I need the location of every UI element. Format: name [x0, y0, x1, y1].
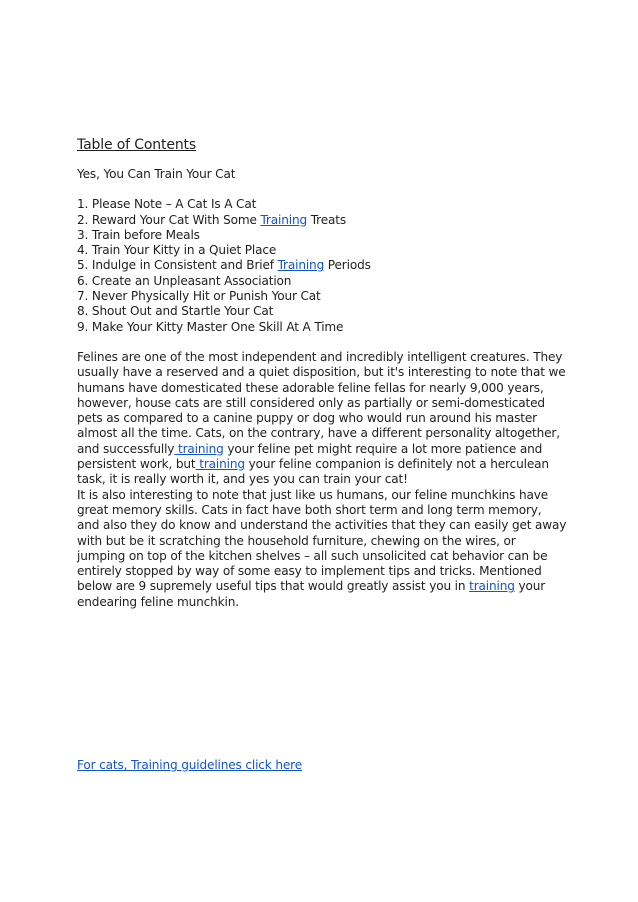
toc-subtitle: Yes, You Can Train Your Cat — [77, 167, 236, 181]
toc-item-text: 1. Please Note – A Cat Is A Cat — [77, 197, 257, 212]
training-link[interactable]: training — [174, 441, 224, 456]
training-link[interactable]: training — [469, 579, 515, 594]
paragraph-text: your feline companion is definitely not a herculean task, it is really worth it, and yes you can train your cat! — [77, 457, 549, 487]
toc-item-text: 4. Train Your Kitty in a Quiet Place — [77, 243, 277, 258]
toc-item-text: 7. Never Physically Hit or Punish Your Cat — [77, 289, 321, 304]
toc-item-link[interactable]: Training — [277, 258, 325, 273]
paragraph-text: your feline pet might require a lot more patience and persistent work, but — [77, 441, 543, 472]
toc-item-text: Treats — [307, 212, 347, 227]
paragraph-text: It is also interesting to note that just like us humans, our feline munchkins have great memory skills. Cats in fact have both short term and long term memory, and also they do know and understand the activities that they can easily get away with but be it scratching the household furniture, chewing on the wires, or jumping on top of the kitchen shelves – all such unsolicited cat behavior can be entirely stopped by way of some easy to implement tips and tricks. Mentioned below are 9 supremely useful tips that would greatly assist you in — [77, 487, 567, 594]
toc-item — [77, 197, 567, 212]
toc-item-link[interactable]: Training — [260, 212, 307, 227]
toc-item-text: 6. Create an Unpleasant Association — [77, 273, 292, 288]
paragraph — [77, 350, 567, 488]
toc-item-text: 5. Indulge in Consistent and Brief — [77, 258, 278, 273]
paragraph — [77, 488, 567, 610]
toc-item — [77, 258, 567, 273]
body-text — [77, 350, 567, 610]
toc-item-text: 9. Make Your Kitty Master One Skill At A Time — [77, 319, 344, 334]
paragraph-text: Felines are one of the most independent and incredibly intelligent creatures. They usually have a reserved and a quiet disposition, but it's interesting to note that we humans have domesticated these adorable feline fellas for nearly 9,000 years, however, house cats are still considered only as partially or semi-domesticated pets as compared to a canine puppy or dog who would run around his master almost all the time. Cats, on the contrary, have a different personality altogether, and successfully — [77, 349, 566, 456]
toc-title: Table of Contents — [77, 137, 197, 153]
training-link[interactable]: training — [195, 457, 245, 472]
toc-item-text: 3. Train before Meals — [77, 227, 200, 242]
toc-item-text: 8. Shout Out and Startle Your Cat — [77, 304, 274, 319]
toc-list — [77, 197, 567, 335]
training-guidelines-link[interactable]: For cats, Training guidelines click here — [77, 758, 303, 772]
toc-item — [77, 213, 567, 228]
toc-item — [77, 228, 567, 243]
toc-item — [77, 289, 567, 304]
paragraph-text: your endearing feline munchkin. — [77, 579, 546, 609]
toc-item-text: 2. Reward Your Cat With Some — [77, 212, 261, 227]
toc-item — [77, 274, 567, 289]
toc-item — [77, 243, 567, 258]
toc-item — [77, 304, 567, 319]
toc-item-text: Periods — [324, 258, 371, 273]
document-content — [77, 136, 567, 610]
toc-item — [77, 320, 567, 335]
